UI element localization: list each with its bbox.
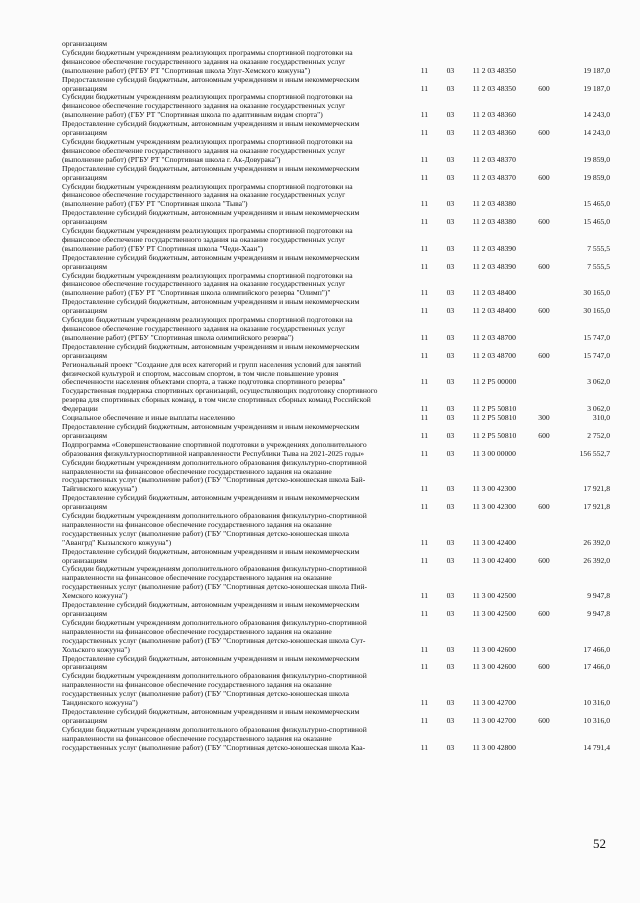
row-section-code: 11 [420, 217, 428, 227]
row-section-code: 11 [420, 377, 428, 387]
row-subsection-code: 03 [446, 243, 455, 253]
row-amount: 14 791,4 [583, 742, 610, 752]
table-row [62, 343, 610, 361]
row-subsection-code: 03 [446, 110, 455, 120]
row-target-article: 11 3 00 42300 [472, 502, 516, 512]
row-section-code: 11 [420, 484, 428, 494]
row-name: Предоставление субсидий бюджетным, автономным учреждениям и иным некоммерческим организациям [62, 252, 360, 271]
row-section-code: 11 [420, 350, 428, 360]
row-amount: 15 747,0 [583, 332, 610, 342]
row-target-article: 11 3 00 42500 [472, 591, 516, 601]
row-section-code: 11 [420, 698, 428, 708]
row-expense-type: 600 [538, 261, 550, 271]
row-expense-type: 600 [538, 555, 550, 565]
page-number: 52 [593, 836, 606, 851]
row-subsection-code: 03 [446, 537, 455, 547]
row-name: Субсидии бюджетным учреждениям дополнительного образования физкультурно-спортивной направленности на финансовое обеспечение государственного задания на оказание государственных услуг (выполнение работ) (ГБУ "Спортивная детско-юношеская школа Каа- [62, 724, 367, 752]
row-target-article: 11 2 03 48350 [472, 65, 516, 75]
row-expense-type: 600 [538, 715, 550, 725]
table-row [62, 726, 610, 753]
row-expense-type: 600 [538, 172, 550, 182]
row-subsection-code: 03 [446, 83, 455, 93]
row-amount: 19 859,0 [583, 154, 610, 164]
row-name: Предоставление субсидий бюджетным, автономным учреждениям и иным некоммерческим организациям [62, 546, 360, 565]
row-name: Субсидии бюджетным учреждениям дополнительного образования физкультурно-спортивной направленности на финансовое обеспечение государственного задания на оказание государственных услуг (выполнение работ) (ГБУ "Спортивная детско-юношеская школа Бай- Тайгинского кожууна") [62, 457, 367, 494]
row-subsection-code: 03 [446, 484, 455, 494]
row-section-code: 11 [420, 609, 428, 618]
row-subsection-code: 03 [446, 448, 455, 458]
row-name: Предоставление субсидий бюджетным, автономным учреждениям и иным некоммерческим организациям [62, 208, 360, 227]
row-name: Субсидии бюджетным учреждениям реализующих программы спортивной подготовки на финансовое обеспечение государственного задания на оказание государственных услуг (выполнение работ) (ГБУ РТ "Спортивная школа олимпийского резерва "Олимп")" [62, 270, 353, 298]
row-section-code: 11 [420, 154, 428, 164]
table-row [62, 619, 610, 655]
row-target-article: 11 3 00 42400 [472, 537, 516, 547]
table-row [62, 138, 610, 165]
row-amount: 9 947,8 [587, 609, 610, 618]
row-target-article: 11 2 03 48700 [472, 350, 516, 360]
table-row [62, 361, 610, 388]
row-expense-type: 600 [538, 83, 550, 93]
table-row [62, 227, 610, 254]
row-name: Субсидии бюджетным учреждениям реализующих программы спортивной подготовки на финансовое обеспечение государственного задания на оказание государственных услуг (выполнение работ) (РГБУ РТ "Спортивная школа г. Ак-Довурака") [62, 136, 353, 164]
table-row [62, 298, 610, 316]
table-row [62, 165, 610, 183]
row-target-article: 11 2 03 48390 [472, 261, 516, 271]
row-target-article: 11 2 03 48370 [472, 154, 516, 164]
table-row [62, 441, 610, 459]
row-target-article: 11 2 03 48360 [472, 110, 516, 120]
row-section-code: 11 [420, 288, 428, 298]
row-section-code: 11 [420, 591, 428, 601]
row-section-code: 11 [420, 537, 428, 547]
row-subsection-code: 03 [446, 288, 455, 298]
row-section-code: 11 [420, 128, 428, 138]
row-section-code: 11 [420, 306, 428, 316]
table-row [62, 49, 610, 76]
row-name: Государственная поддержка спортивных организаций, осуществляющих подготовку спортивного резерва для спортивных сборных команд, в том числе спортивных сборных команд Российской Федерации [62, 386, 378, 414]
row-amount: 17 466,0 [583, 662, 610, 672]
row-expense-type: 300 [538, 413, 550, 423]
row-subsection-code: 03 [446, 65, 455, 75]
row-section-code: 11 [420, 261, 428, 271]
row-amount: 19 859,0 [583, 172, 610, 182]
table-row [62, 655, 610, 673]
row-target-article: 11 3 00 42300 [472, 484, 516, 494]
row-name: Субсидии бюджетным учреждениям реализующих программы спортивной подготовки на финансовое обеспечение государственного задания на оказание государственных услуг (выполнение работ) (РГБУ РТ "Спортивная школа Улуг-Хемского кожууна") [62, 47, 353, 75]
row-expense-type: 600 [538, 502, 550, 512]
row-amount: 14 243,0 [583, 128, 610, 138]
row-target-article: 11 2 03 48350 [472, 83, 516, 93]
row-expense-type: 600 [538, 430, 550, 440]
row-name: Предоставление субсидий бюджетным, автономным учреждениям и иным некоммерческим организациям [62, 600, 360, 618]
row-subsection-code: 03 [446, 555, 455, 565]
row-subsection-code: 03 [446, 404, 455, 414]
row-expense-type: 600 [538, 350, 550, 360]
row-section-code: 11 [420, 404, 428, 414]
row-name: Субсидии бюджетным учреждениям дополнительного образования физкультурно-спортивной направленности на финансовое обеспечение государственного задания на оказание государственных услуг (выполнение работ) (ГБУ "Спортивная детско-юношеская школа Тандинского кожууна") [62, 671, 367, 708]
row-section-code: 11 [420, 555, 428, 565]
row-subsection-code: 03 [446, 644, 455, 654]
row-target-article: 11 2 03 48390 [472, 243, 516, 253]
budget-table [62, 40, 610, 753]
row-amount: 156 552,7 [579, 448, 610, 458]
row-subsection-code: 03 [446, 199, 455, 209]
row-target-article: 11 3 00 42400 [472, 555, 516, 565]
row-target-article: 11 2 03 48380 [472, 199, 516, 209]
row-name: Региональный проект "Создание для всех категорий и групп населения условий для занятий физической культурой и спортом, массовым спортом, в том числе повышение уровня обеспеченности населения объектами спорта, а также подготовка спортивного резерва" [62, 359, 362, 387]
table-row [62, 272, 610, 299]
row-subsection-code: 03 [446, 154, 455, 164]
row-target-article: 11 2 03 48370 [472, 172, 516, 182]
row-target-article: 11 2 03 48700 [472, 332, 516, 342]
row-name: Предоставление субсидий бюджетным, автономным учреждениям и иным некоммерческим организациям [62, 653, 360, 672]
row-amount: 30 165,0 [583, 306, 610, 316]
row-name: организациям [62, 39, 108, 48]
row-target-article: 11 2 P5 50810 [472, 404, 517, 414]
row-amount: 26 392,0 [583, 555, 610, 565]
row-section-code: 11 [420, 332, 428, 342]
table-row [62, 601, 610, 619]
row-section-code: 11 [420, 199, 428, 209]
row-subsection-code: 03 [446, 430, 455, 440]
row-amount: 26 392,0 [583, 537, 610, 547]
row-section-code: 11 [420, 83, 428, 93]
table-row [62, 512, 610, 548]
row-subsection-code: 03 [446, 662, 455, 672]
row-name: Предоставление субсидий бюджетным, автономным учреждениям и иным некоммерческим организациям [62, 119, 360, 138]
row-name: Предоставление субсидий бюджетным, автономным учреждениям и иным некоммерческим организациям [62, 493, 360, 512]
row-target-article: 11 2 03 48360 [472, 128, 516, 138]
row-name: Социальное обеспечение и иные выплаты населению [62, 413, 235, 423]
row-target-article: 11 3 00 00000 [472, 448, 516, 458]
table-row [62, 387, 610, 414]
row-amount: 7 555,5 [587, 243, 610, 253]
row-target-article: 11 2 P5 50810 [472, 413, 517, 423]
row-subsection-code: 03 [446, 172, 455, 182]
table-row [62, 423, 610, 441]
row-amount: 15 465,0 [583, 199, 610, 209]
row-expense-type: 600 [538, 306, 550, 316]
row-section-code: 11 [420, 644, 428, 654]
table-row [62, 708, 610, 726]
row-target-article: 11 2 P5 50810 [472, 430, 517, 440]
row-subsection-code: 03 [446, 609, 455, 618]
row-name: Подпрограмма «Совершенствование спортивной подготовки в учреждениях дополнительного образования физкультурноспортивной направленности Республики Тыва на 2021-2025 годы» [62, 439, 367, 458]
table-row [62, 459, 610, 495]
row-amount: 19 187,0 [583, 65, 610, 75]
row-section-code: 11 [420, 172, 428, 182]
row-name: Субсидии бюджетным учреждениям реализующих программы спортивной подготовки на финансовое обеспечение государственного задания на оказание государственных услуг (выполнение работ) (РГБУ "Спортивная школа олимпийского резерва") [62, 315, 353, 342]
row-name: Предоставление субсидий бюджетным, автономным учреждениям и иным некоммерческим организациям [62, 297, 360, 316]
row-target-article: 11 3 00 42600 [472, 644, 516, 654]
row-name: Субсидии бюджетным учреждениям реализующих программы спортивной подготовки на финансовое обеспечение государственного задания на оказание государственных услуг (выполнение работ) (ГБУ РТ Спортивная школа "Чеди-Хаан") [62, 226, 353, 253]
table-row [62, 120, 610, 138]
row-amount: 3 062,0 [587, 404, 610, 414]
row-name: Предоставление субсидий бюджетным, автономным учреждениям и иным некоммерческим организациям [62, 706, 360, 725]
row-subsection-code: 03 [446, 128, 455, 138]
row-section-code: 11 [420, 502, 428, 512]
row-amount: 310,0 [592, 413, 610, 423]
row-section-code: 11 [420, 662, 428, 672]
table-row [62, 565, 610, 601]
row-name: Предоставление субсидий бюджетным, автономным учреждениям и иным некоммерческим организациям [62, 341, 360, 360]
row-subsection-code: 03 [446, 591, 455, 601]
table-row [62, 254, 610, 272]
row-subsection-code: 03 [446, 332, 455, 342]
row-amount: 17 921,8 [583, 502, 610, 512]
row-amount: 17 921,8 [583, 484, 610, 494]
table-row [62, 209, 610, 227]
row-subsection-code: 03 [446, 502, 455, 512]
row-amount: 7 555,5 [587, 261, 610, 271]
row-section-code: 11 [420, 715, 428, 725]
table-row [62, 494, 610, 512]
row-section-code: 11 [420, 430, 428, 440]
row-name: Субсидии бюджетным учреждениям дополнительного образования физкультурно-спортивной направленности на финансовое обеспечение государственного задания на оказание государственных услуг (выполнение работ) (ГБУ "Спортивная детско-юношеская школа "Авангрд" Кызылского кожууна") [62, 511, 367, 547]
row-name: Субсидии бюджетным учреждениям дополнительного образования физкультурно-спортивной направленности на финансовое обеспечение государственного задания на оказание государственных услуг (выполнение работ) (ГБУ "Спортивная детско-юношеская школа Пий- Хемского кожууна") [62, 564, 368, 601]
row-amount: 10 316,0 [583, 698, 610, 708]
table-row [62, 548, 610, 566]
row-expense-type: 600 [538, 609, 550, 618]
row-target-article: 11 3 00 42600 [472, 662, 516, 672]
row-subsection-code: 03 [446, 350, 455, 360]
row-amount: 19 187,0 [583, 83, 610, 93]
row-amount: 3 062,0 [587, 377, 610, 387]
row-name: Предоставление субсидий бюджетным, автономным учреждениям и иным некоммерческим организациям [62, 74, 360, 93]
row-subsection-code: 03 [446, 715, 455, 725]
row-section-code: 11 [420, 742, 428, 752]
table-row [62, 316, 610, 343]
row-name: Предоставление субсидий бюджетным, автономным учреждениям и иным некоммерческим организациям [62, 163, 360, 182]
row-target-article: 11 3 00 42700 [472, 698, 516, 708]
row-subsection-code: 03 [446, 217, 455, 227]
table-row [62, 183, 610, 210]
row-amount: 10 316,0 [583, 715, 610, 725]
row-section-code: 11 [420, 413, 428, 423]
row-subsection-code: 03 [446, 306, 455, 316]
row-target-article: 11 3 00 42800 [472, 742, 516, 752]
row-amount: 30 165,0 [583, 288, 610, 298]
row-target-article: 11 2 03 48400 [472, 306, 516, 316]
row-subsection-code: 03 [446, 377, 455, 387]
row-amount: 17 466,0 [583, 644, 610, 654]
row-name: Предоставление субсидий бюджетным, автономным учреждениям и иным некоммерческим организациям [62, 421, 360, 440]
row-amount: 2 752,0 [587, 430, 610, 440]
row-amount: 14 243,0 [583, 110, 610, 120]
row-section-code: 11 [420, 65, 428, 75]
row-target-article: 11 3 00 42500 [472, 609, 516, 618]
table-row [62, 76, 610, 94]
row-name: Субсидии бюджетным учреждениям реализующих программы спортивной подготовки на финансовое обеспечение государственного задания на оказание государственных услуг (выполнение работ) (ГБУ РТ "Спортивная школа "Тыва") [62, 181, 353, 209]
table-row [62, 672, 610, 708]
row-subsection-code: 03 [446, 698, 455, 708]
row-amount: 15 465,0 [583, 217, 610, 227]
row-target-article: 11 3 00 42700 [472, 715, 516, 725]
row-amount: 15 747,0 [583, 350, 610, 360]
row-target-article: 11 2 P5 00000 [472, 377, 517, 387]
table-row [62, 93, 610, 120]
row-expense-type: 600 [538, 662, 550, 672]
row-expense-type: 600 [538, 128, 550, 138]
row-expense-type: 600 [538, 217, 550, 227]
row-subsection-code: 03 [446, 413, 455, 423]
row-target-article: 11 2 03 48400 [472, 288, 516, 298]
row-subsection-code: 03 [446, 261, 455, 271]
row-name: Субсидии бюджетным учреждениям дополнительного образования физкультурно-спортивной направленности на финансовое обеспечение государственного задания на оказание государственных услуг (выполнение работ) (ГБУ "Спортивная детско-юношеская школа Сут- Хольского кожууна") [62, 617, 367, 654]
row-section-code: 11 [420, 448, 428, 458]
row-name: Субсидии бюджетным учреждениям реализующих программы спортивной подготовки на финансовое обеспечение государственного задания на оказание государственных услуг (выполнение работ) (ГБУ РТ "Спортивная школа по адаптивным видам спорта") [62, 92, 353, 120]
row-target-article: 11 2 03 48380 [472, 217, 516, 227]
row-amount: 9 947,8 [587, 591, 610, 601]
row-section-code: 11 [420, 243, 428, 253]
row-section-code: 11 [420, 110, 428, 120]
row-subsection-code: 03 [446, 742, 455, 752]
